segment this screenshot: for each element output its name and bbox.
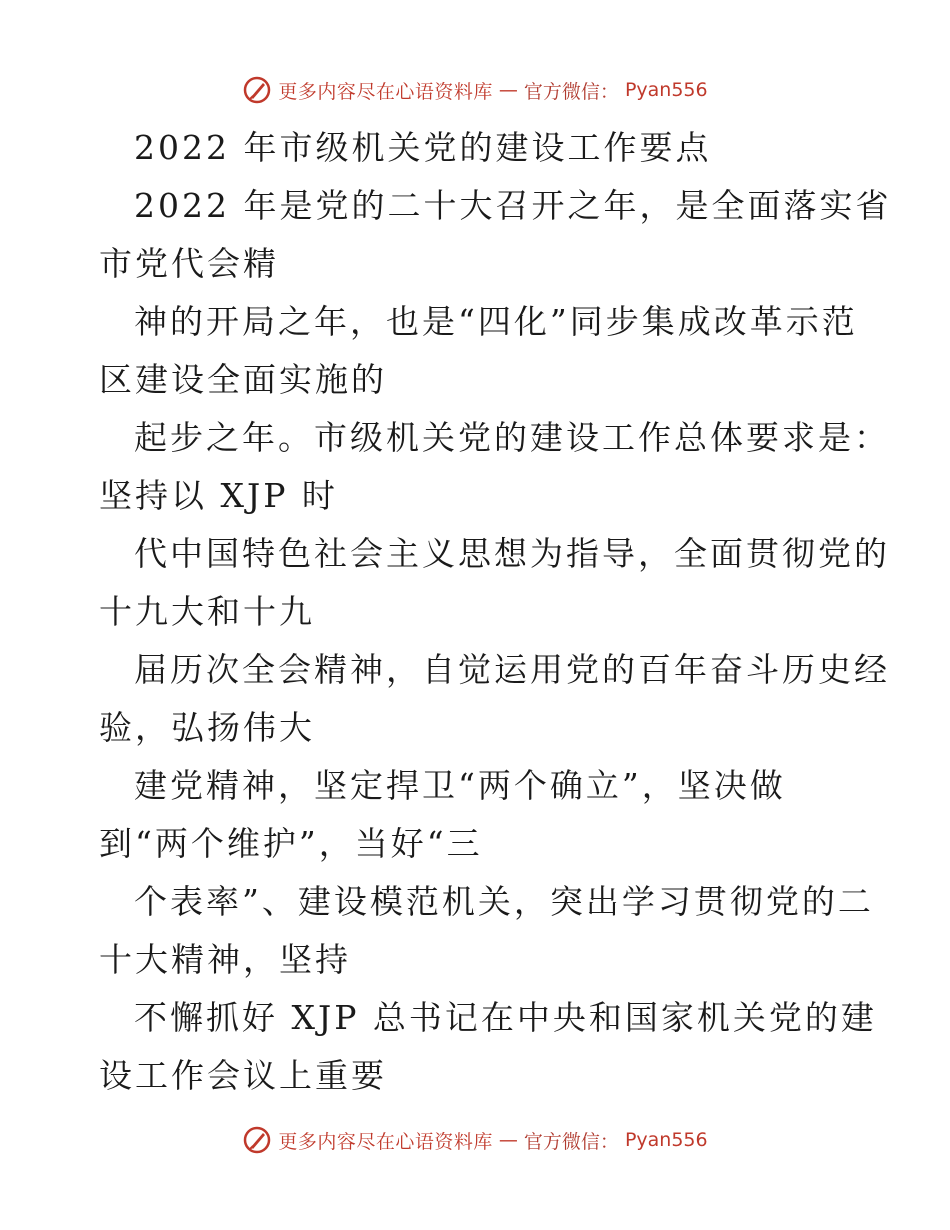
watermark-text: 更多内容尽在心语资料库 (278, 80, 493, 103)
watermark-separator: — (498, 79, 518, 101)
paragraph-line: 神的开局之年，也是“四化”同步集成改革示范 (134, 302, 858, 341)
paragraph-line: 坚持以 XJP 时 (99, 476, 338, 515)
header-watermark (0, 72, 950, 108)
watermark-label: 官方微信： (523, 80, 619, 103)
paragraph-line: 验，弘扬伟大 (99, 708, 315, 747)
paragraph-line: 十大精神，坚持 (99, 940, 351, 979)
paragraph-line: 2022 年是党的二十大召开之年，是全面落实省 (134, 186, 892, 225)
paragraph-line: 届历次全会精神，自觉运用党的百年奋斗历史经 (134, 650, 890, 689)
watermark-text: 更多内容尽在心语资料库 (278, 1130, 493, 1153)
watermark-label: 官方微信： (523, 1130, 619, 1153)
paragraph-line: 到“两个维护”，当好“三 (99, 824, 483, 863)
paragraph-line: 不懈抓好 XJP 总书记在中央和国家机关党的建 (134, 998, 877, 1037)
document-title: 2022 年市级机关党的建设工作要点 (134, 128, 712, 167)
footer-watermark (0, 1122, 950, 1158)
watermark-wechat-id: Pyan556 (624, 1129, 708, 1151)
paragraph-line: 个表率”、建设模范机关，突出学习贯彻党的二 (134, 882, 874, 921)
paragraph-line: 十九大和十九 (99, 592, 315, 631)
paragraph-line: 代中国特色社会主义思想为指导，全面贯彻党的 (134, 534, 890, 573)
paragraph-line: 区建设全面实施的 (99, 360, 387, 399)
paragraph-line: 设工作会议上重要 (99, 1056, 387, 1095)
watermark-separator: — (498, 1129, 518, 1151)
paragraph-line: 市党代会精 (99, 244, 279, 283)
watermark-wechat-id: Pyan556 (624, 79, 708, 101)
paragraph-line: 起步之年。市级机关党的建设工作总体要求是： (134, 418, 890, 457)
feather-pen-logo-icon (242, 1125, 272, 1155)
feather-pen-logo-icon (242, 75, 272, 105)
paragraph-line: 建党精神，坚定捍卫“两个确立”，坚决做 (134, 766, 786, 805)
